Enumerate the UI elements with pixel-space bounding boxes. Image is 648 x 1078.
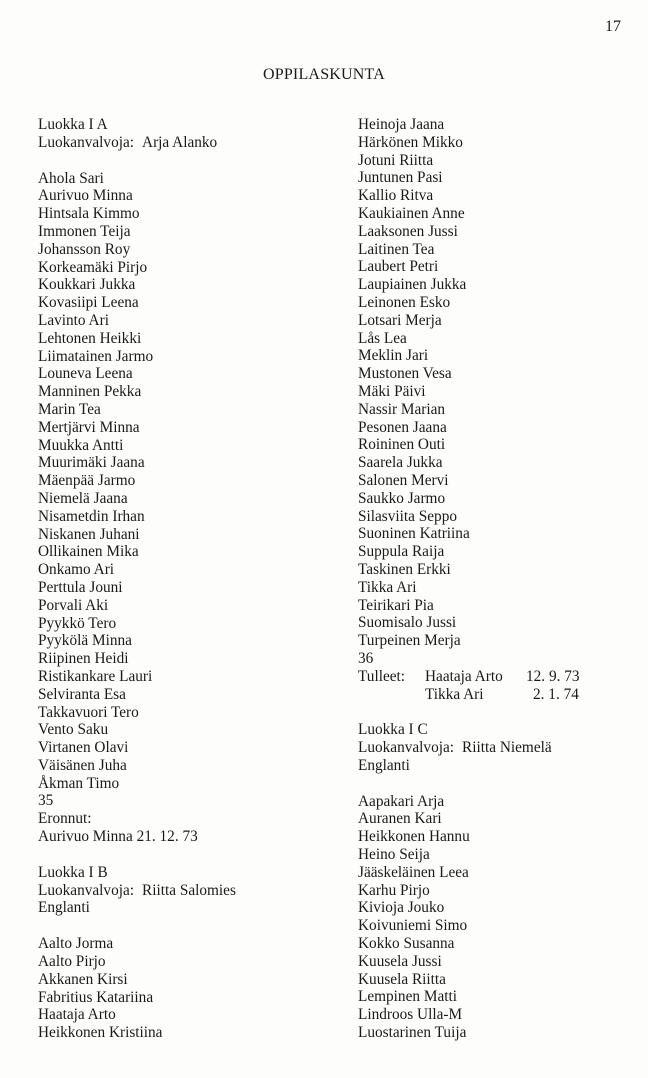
list-item: Härkönen Mikko xyxy=(358,133,463,151)
list-item: Saukko Jarmo xyxy=(358,489,446,507)
class-1b-teacher-line xyxy=(38,882,328,900)
list-item: Laubert Petri xyxy=(358,258,439,276)
list-item: Auranen Kari xyxy=(358,810,442,828)
list-item: Pyykölä Minna xyxy=(38,632,132,650)
list-item: Åkman Timo xyxy=(38,774,120,792)
list-item: Lavinto Ari xyxy=(38,311,109,329)
left-entry: Aurivuo Minna 21. 12. 73 xyxy=(38,828,198,846)
list-item: Pyykkö Tero xyxy=(38,614,117,632)
list-item: Lempinen Matti xyxy=(358,988,457,1006)
left-column xyxy=(38,116,328,1042)
list-item: Louneva Leena xyxy=(38,365,133,383)
list-item: Fabritius Katariina xyxy=(38,988,154,1006)
spacer xyxy=(38,846,328,864)
list-item: Teirikari Pia xyxy=(358,596,434,614)
spacer xyxy=(38,917,328,935)
list-item: Haataja Arto xyxy=(38,1006,116,1024)
joined-label: Tulleet: xyxy=(358,667,406,685)
list-item: Mäenpää Jarmo xyxy=(38,472,136,490)
list-item: Niskanen Juhani xyxy=(38,525,140,543)
class-1c-teacher-line xyxy=(358,739,648,757)
list-item: Heino Seija xyxy=(358,846,430,864)
list-item: Lehtonen Heikki xyxy=(38,329,142,347)
list-item: Pesonen Jaana xyxy=(358,418,447,436)
list-item: Heinoja Jaana xyxy=(358,116,445,133)
joined-name: Tikka Ari xyxy=(425,685,484,703)
list-item: Muukka Antti xyxy=(38,436,124,454)
list-item: Laupiainen Jukka xyxy=(358,276,467,294)
list-item: Manninen Pekka xyxy=(38,383,142,401)
list-item: Kokko Susanna xyxy=(358,935,455,953)
list-item: Niemelä Jaana xyxy=(38,489,128,507)
class-1c-heading: Luokka I C xyxy=(358,721,428,739)
class-1b-count: 36 xyxy=(358,649,374,667)
list-item: Lås Lea xyxy=(358,329,407,347)
list-item: Riipinen Heidi xyxy=(38,650,129,668)
class-1b-subject: Englanti xyxy=(38,899,90,917)
list-item: Aurivuo Minna xyxy=(38,187,133,205)
list-item: Suoninen Katriina xyxy=(358,525,470,543)
list-item: Kuusela Jussi xyxy=(358,952,442,970)
list-item: Kuusela Riitta xyxy=(358,970,446,988)
list-item: Jääskeläinen Leea xyxy=(358,863,469,881)
joined-name: Haataja Arto xyxy=(425,667,503,685)
list-item: Aalto Jorma xyxy=(38,935,114,953)
class-1b-heading: Luokka I B xyxy=(38,863,108,881)
list-item: Akkanen Kirsi xyxy=(38,970,128,988)
list-item: Turpeinen Merja xyxy=(358,632,461,650)
list-item: Onkamo Ari xyxy=(38,561,115,579)
list-item: Virtanen Olavi xyxy=(38,739,129,757)
list-item: Takkavuori Tero xyxy=(38,703,139,721)
list-item: Mertjärvi Minna xyxy=(38,418,140,436)
right-column xyxy=(358,116,648,1042)
list-item: Meklin Jari xyxy=(358,347,429,365)
list-item: Liimatainen Jarmo xyxy=(38,347,154,365)
list-item: Heikkonen Kristiina xyxy=(38,1024,163,1042)
list-item: Muurimäki Jaana xyxy=(38,454,145,472)
joined-row xyxy=(358,686,648,704)
teacher-label: Luokanvalvoja: xyxy=(38,133,135,151)
list-item: Koukkari Jukka xyxy=(38,276,136,294)
list-item: Karhu Pirjo xyxy=(358,881,430,899)
list-item: Salonen Mervi xyxy=(358,471,449,489)
list-item: Kovasiipi Leena xyxy=(38,294,139,312)
list-item: Aapakari Arja xyxy=(358,792,445,810)
list-item: Koivuniemi Simo xyxy=(358,917,468,935)
list-item: Kivioja Jouko xyxy=(358,899,445,917)
list-item: Marin Tea xyxy=(38,400,101,418)
list-item: Suomisalo Jussi xyxy=(358,614,457,632)
list-item: Korkeamäki Pirjo xyxy=(38,258,148,276)
teacher-name: Riitta Niemelä xyxy=(462,739,552,757)
joined-date: 2. 1. 74 xyxy=(533,685,579,703)
spacer xyxy=(358,703,648,721)
list-item: Roininen Outi xyxy=(358,436,446,454)
class-1a-count: 35 xyxy=(38,792,54,810)
list-item: Lotsari Merja xyxy=(358,311,442,329)
list-item: Väisänen Juha xyxy=(38,756,127,774)
list-item: Mäki Päivi xyxy=(358,382,426,400)
teacher-name: Riitta Salomies xyxy=(142,881,236,899)
class-1a-teacher-line xyxy=(38,134,328,152)
list-item: Laitinen Tea xyxy=(358,240,435,258)
list-item: Suppula Raija xyxy=(358,543,445,561)
list-item: Juntunen Pasi xyxy=(358,169,443,187)
list-item: Johansson Roy xyxy=(38,240,131,258)
list-item: Laaksonen Jussi xyxy=(358,222,458,240)
list-item: Kaukiainen Anne xyxy=(358,204,465,222)
list-item: Silasviita Seppo xyxy=(358,507,458,525)
list-item: Porvali Aki xyxy=(38,596,109,614)
list-item: Taskinen Erkki xyxy=(358,560,451,578)
list-item: Heikkonen Hannu xyxy=(358,828,470,846)
list-item: Ahola Sari xyxy=(38,169,104,187)
list-item: Hintsala Kimmo xyxy=(38,205,140,223)
teacher-label: Luokanvalvoja: xyxy=(38,881,135,899)
list-item: Ollikainen Mika xyxy=(38,543,139,561)
list-item: Mustonen Vesa xyxy=(358,365,452,383)
list-item: Luostarinen Tuija xyxy=(358,1024,467,1042)
list-item: Selviranta Esa xyxy=(38,685,126,703)
list-item: Immonen Teija xyxy=(38,222,131,240)
page-title: OPPILASKUNTA xyxy=(262,66,386,83)
spacer xyxy=(358,775,648,793)
teacher-name: Arja Alanko xyxy=(142,133,218,151)
class-1a-heading: Luokka I A xyxy=(38,116,108,133)
list-item: Perttula Jouni xyxy=(38,578,123,596)
list-item: Nisametdin Irhan xyxy=(38,507,145,525)
list-item: Lindroos Ulla-M xyxy=(358,1006,463,1024)
teacher-label: Luokanvalvoja: xyxy=(358,739,455,757)
list-item: Ristikankare Lauri xyxy=(38,667,153,685)
joined-date: 12. 9. 73 xyxy=(526,667,580,685)
page-number: 17 xyxy=(605,18,621,35)
class-1c-subject: Englanti xyxy=(358,756,410,774)
list-item: Nassir Marian xyxy=(358,400,446,418)
list-item: Aalto Pirjo xyxy=(38,953,106,971)
list-item: Vento Saku xyxy=(38,721,109,739)
spacer xyxy=(38,152,328,170)
left-label: Eronnut: xyxy=(38,810,92,828)
class-1a-student-list xyxy=(38,170,328,793)
list-item: Saarela Jukka xyxy=(358,454,443,472)
list-item: Leinonen Esko xyxy=(358,293,451,311)
joined-row xyxy=(358,668,648,686)
list-item: Kallio Ritva xyxy=(358,187,434,205)
list-item: Tikka Ari xyxy=(358,578,417,596)
list-item: Jotuni Riitta xyxy=(358,151,434,169)
